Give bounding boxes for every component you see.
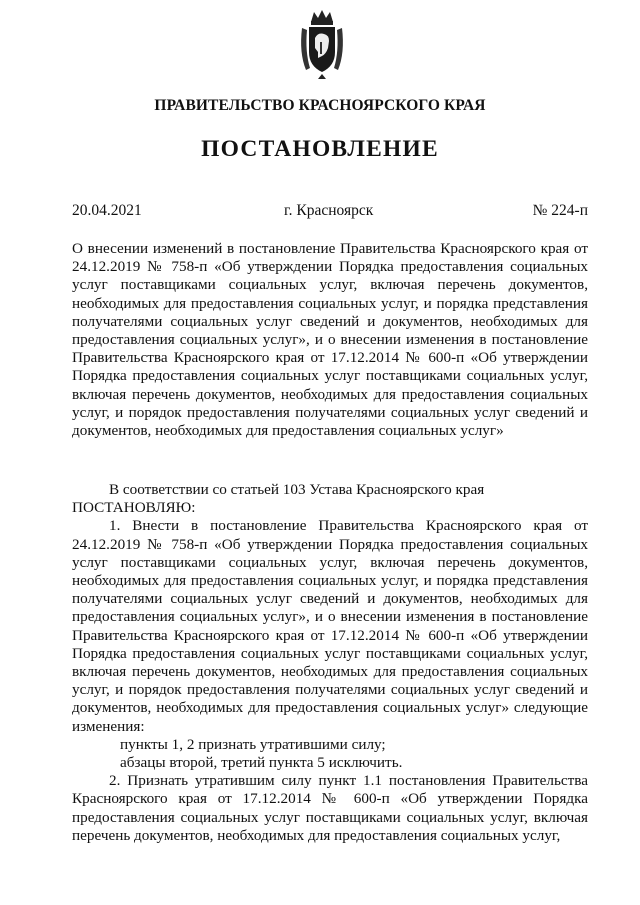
document-city: г. Красноярск (284, 202, 374, 219)
preamble-text: В соответствии со статьей 103 Устава Красноярского края (109, 481, 485, 498)
decree-word: ПОСТАНОВЛЯЮ: (72, 499, 196, 517)
government-name: ПРАВИТЕЛЬСТВО КРАСНОЯРСКОГО КРАЯ (154, 97, 486, 114)
item-1-text: 1. Внести в постановление Правительства Красноярского края от 24.12.2019 № 758-п «Об утверждении Порядка предоставления социальных услуг поставщиками социальных услуг, включая перечень документов, необходимых для предоставления социальных услуг, и порядка представления получателями социальных услуг сведений и документов, необходимых для предоставления социальных услуг», и о внесении изменения в постановление Правительства Красноярского края от 17.12.2014 № 600-п «Об утверждении Порядка предоставления социальных услуг поставщиками социальных услуг, включая перечень документов, необходимых для предоставления социальных услуг, и порядок предоставления получателями социальных услуг сведений и документов, необходимых для предоставления социальных услуг» следующие изменения: (72, 517, 588, 735)
document-number: № 224-п (532, 202, 588, 219)
krasnoyarsk-coat-of-arms-icon (296, 8, 348, 80)
document-meta-row (72, 202, 588, 222)
document-subject: О внесении изменений в постановление Правительства Красноярского края от 24.12.2019 № 758-п «Об утверждении Порядка предоставления социальных услуг поставщиками социальных услуг, включая перечень документов, необходимых для предоставления социальных услуг, и порядка представления получателями социальных услуг сведений и документов, необходимых для предоставления социальных услуг», и о внесении изменения в постановление Правительства Красноярского края от 17.12.2014 № 600-п «Об утверждении Порядка предоставления социальных услуг поставщиками социальных услуг, включая перечень документов, необходимых для предоставления социальных услуг, и порядок предоставления получателями социальных услуг сведений и документов, необходимых для предоставления социальных услуг» (72, 240, 588, 440)
item-2-text: 2. Признать утратившим силу пункт 1.1 постановления Правительства Красноярского края от 17.12.2014 № 600-п «Об утверждении Порядка предоставления социальных услуг поставщиками социальных услуг, включая перечень документов, необходимых для предоставления социальных услуг, (72, 772, 588, 844)
item-1-subpoint-a: пункты 1, 2 признать утратившими силу; (120, 735, 386, 753)
document-body (72, 481, 588, 845)
document-type-title: ПОСТАНОВЛЕНИЕ (201, 136, 439, 162)
item-1-subpoint-b: абзацы второй, третий пункта 5 исключить. (120, 754, 403, 772)
document-date: 20.04.2021 (72, 202, 142, 219)
